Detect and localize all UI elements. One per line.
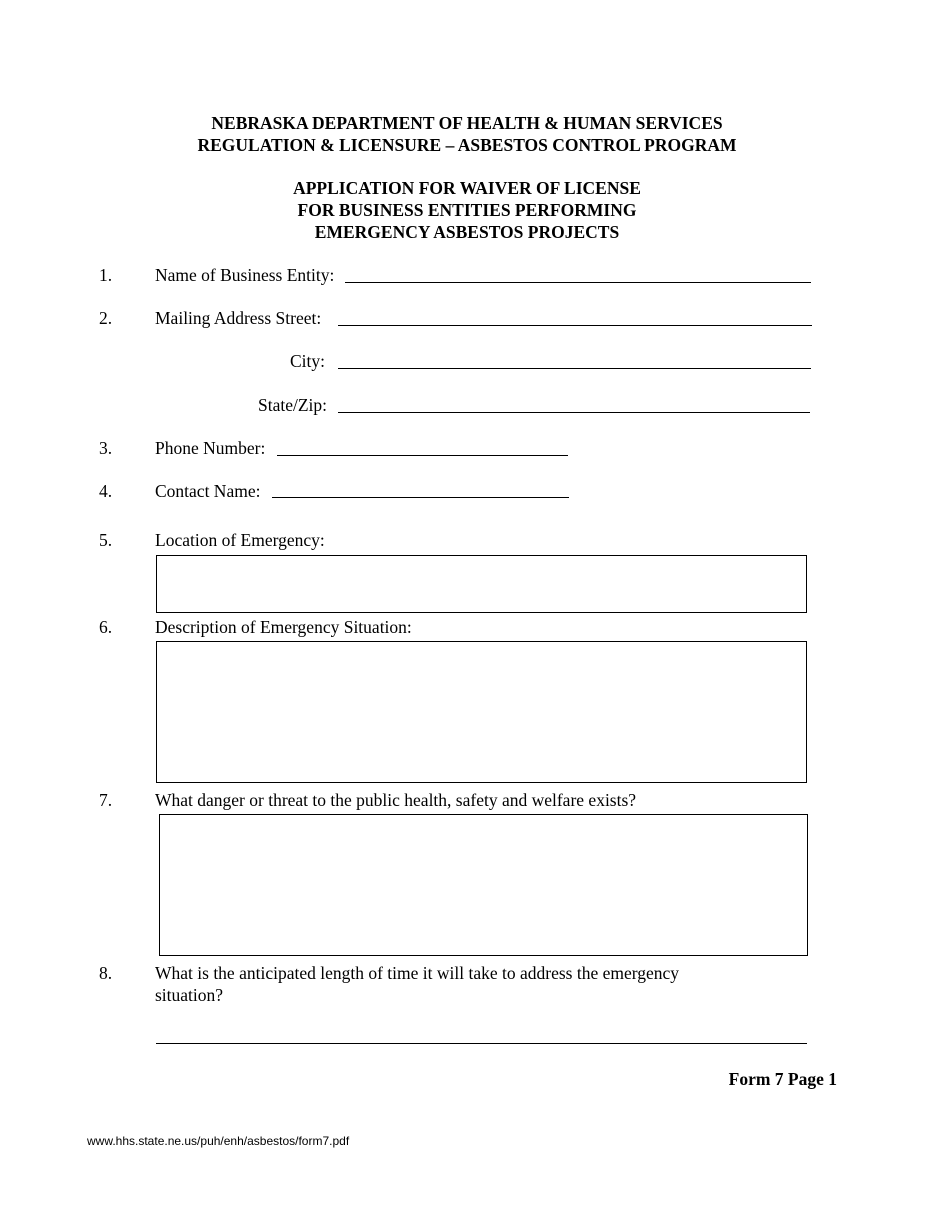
- item-number-3: 3.: [99, 438, 113, 458]
- item-number-2: 2.: [99, 308, 113, 328]
- contact-field[interactable]: [272, 497, 569, 498]
- contact-label: Contact Name:: [155, 481, 261, 501]
- description-box[interactable]: [156, 641, 807, 783]
- item-number-4: 4.: [99, 481, 113, 501]
- duration-field[interactable]: [156, 1043, 807, 1044]
- agency-name: NEBRASKA DEPARTMENT OF HEALTH & HUMAN SERVICES: [211, 113, 723, 133]
- form-url: www.hhs.state.ne.us/puh/enh/asbestos/form7.pdf: [87, 1134, 350, 1148]
- business-name-label: Name of Business Entity:: [155, 265, 335, 285]
- duration-label-line-1: What is the anticipated length of time it will take to address the emergency: [155, 963, 680, 983]
- danger-box[interactable]: [159, 814, 808, 956]
- state-zip-label: State/Zip:: [258, 395, 328, 415]
- danger-label: What danger or threat to the public health, safety and welfare exists?: [155, 790, 637, 810]
- form-title-line-3: EMERGENCY ASBESTOS PROJECTS: [314, 222, 620, 242]
- phone-field[interactable]: [277, 455, 568, 456]
- street-label: Mailing Address Street:: [155, 308, 322, 328]
- state-zip-field[interactable]: [338, 412, 810, 413]
- phone-label: Phone Number:: [155, 438, 266, 458]
- form-title-line-1: APPLICATION FOR WAIVER OF LICENSE: [293, 178, 641, 198]
- item-number-1: 1.: [99, 265, 113, 285]
- duration-label-line-2: situation?: [155, 985, 224, 1005]
- form-page-number: Form 7 Page 1: [728, 1069, 837, 1089]
- city-label: City:: [290, 351, 326, 371]
- description-label: Description of Emergency Situation:: [155, 617, 412, 637]
- form-title-line-2: FOR BUSINESS ENTITIES PERFORMING: [297, 200, 637, 220]
- city-field[interactable]: [338, 368, 811, 369]
- item-number-6: 6.: [99, 617, 113, 637]
- location-box[interactable]: [156, 555, 807, 613]
- street-field[interactable]: [338, 325, 812, 326]
- item-number-5: 5.: [99, 530, 113, 550]
- location-label: Location of Emergency:: [155, 530, 325, 550]
- item-number-8: 8.: [99, 963, 113, 983]
- item-number-7: 7.: [99, 790, 113, 810]
- program-name: REGULATION & LICENSURE – ASBESTOS CONTROL PROGRAM: [197, 135, 737, 155]
- business-name-field[interactable]: [345, 282, 811, 283]
